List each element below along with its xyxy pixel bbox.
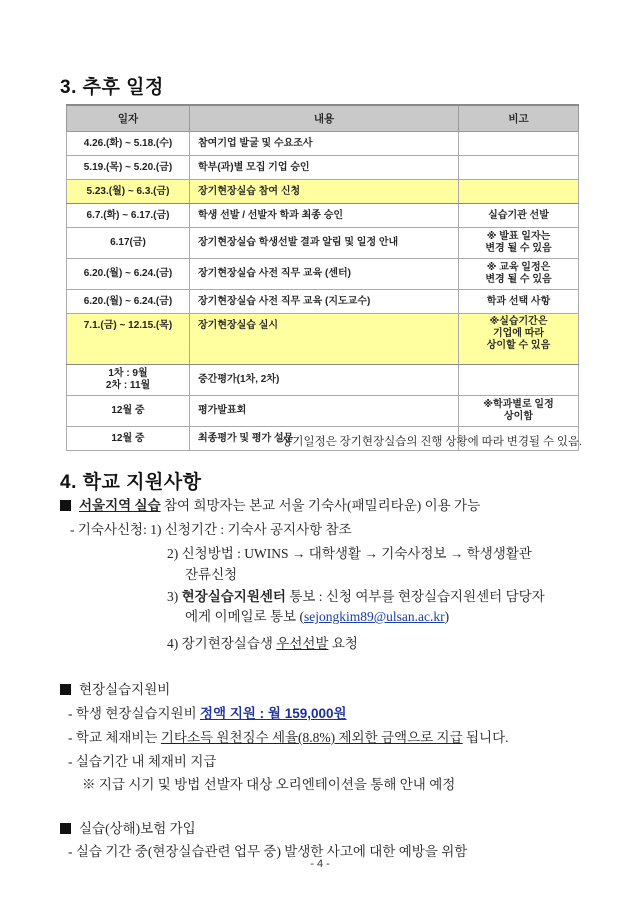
note-line: 변경 될 수 있음 xyxy=(485,243,552,254)
dorm-step-1: 1) 신청기간 : 기숙사 공지사항 참조 xyxy=(150,522,352,537)
step-3-email-pre: 에게 이메일로 통보 ( xyxy=(185,609,304,624)
note-line: ※ 교육 일정은 xyxy=(486,262,551,273)
schedule-table xyxy=(66,104,579,451)
row-note xyxy=(459,314,579,365)
table-row-highlighted xyxy=(67,314,579,365)
note-line: ※실습기간은 xyxy=(489,316,548,327)
section-3-title: 3. 추후 일정 xyxy=(60,77,164,98)
row-content: 장기현장실습 참여 신청 xyxy=(190,180,459,204)
step-3-email-post: ) xyxy=(444,609,450,624)
email-link[interactable]: sejongkim89@ulsan.ac.kr xyxy=(303,609,445,624)
note-line: 기업에 따라 xyxy=(492,328,545,339)
dorm-apply-label: - 기숙사신청: xyxy=(70,522,151,537)
square-bullet-icon xyxy=(60,823,71,834)
row-note xyxy=(459,156,579,180)
dorm-lead-text: 참여 희망자는 본교 서울 기숙사(패밀리타운) 이용 가능 xyxy=(160,498,481,513)
row-content: 장기현장실습 학생선발 결과 알림 및 일정 안내 xyxy=(190,228,459,259)
dorm-step-2: 2) 신청방법 : UWINS → 대학생활 → 기숙사정보 → 학생생활관 xyxy=(167,546,532,561)
seoul-practice-label: 서울지역 실습 xyxy=(79,498,161,513)
row-content: 장기현장실습 사전 직무 교육 (지도교수) xyxy=(190,290,459,314)
row-date xyxy=(67,365,190,396)
step-4-pre: 4) 장기현장실습생 xyxy=(167,636,277,651)
step-3-prefix: 3) xyxy=(167,589,182,604)
stipend-line-4: ※ 지급 시기 및 방법 선발자 대상 오리엔테이션을 통해 안내 예정 xyxy=(82,777,456,792)
row-date: 12월 중 xyxy=(67,396,190,427)
row-note xyxy=(459,396,579,427)
table-row xyxy=(67,228,579,259)
row-content: 장기현장실습 실시 xyxy=(190,314,459,365)
square-bullet-icon xyxy=(60,500,71,511)
column-header-date: 일자 xyxy=(67,105,190,132)
stipend-heading xyxy=(60,678,170,698)
stipend-line-3: - 실습기간 내 체재비 지급 xyxy=(68,754,217,769)
row-content: 최종평가 및 평가 설문 xyxy=(190,427,459,451)
stipend-line-2-pre: - 학교 체재비는 xyxy=(68,730,161,745)
row-note xyxy=(459,180,579,204)
table-row-highlighted xyxy=(67,180,579,204)
note-line: 상이할 수 있음 xyxy=(486,340,551,351)
section-4-title: 4. 학교 지원사항 xyxy=(60,472,202,493)
table-row xyxy=(67,156,579,180)
table-row xyxy=(67,365,579,396)
row-content: 참여기업 발굴 및 수요조사 xyxy=(190,132,459,156)
stipend-line-2 xyxy=(68,726,509,746)
table-row xyxy=(67,290,579,314)
dorm-apply-line xyxy=(70,518,352,538)
dorm-heading xyxy=(60,494,480,514)
row-date: 6.20.(월) ~ 6.24.(금) xyxy=(67,259,190,290)
column-header-content: 내용 xyxy=(190,105,459,132)
insurance-line-1: - 실습 기간 중(현장실습관련 업무 중) 발생한 사고에 대한 예방을 위함 xyxy=(68,844,468,859)
note-line: ※학과별로 일정 xyxy=(483,399,554,410)
row-content: 평가발표회 xyxy=(190,396,459,427)
row-content: 학부(과)별 모집 기업 승인 xyxy=(190,156,459,180)
stipend-line-2-post: 됩니다. xyxy=(462,730,509,745)
dorm-step-3 xyxy=(167,585,545,605)
dorm-step-4 xyxy=(167,632,358,652)
square-bullet-icon xyxy=(60,684,71,695)
tax-deduction-note: 기타소득 원천징수 세율(8.8%) 제외한 금액으로 지급 xyxy=(160,730,463,745)
insurance-heading xyxy=(60,817,196,837)
row-date: 6.20.(월) ~ 6.24.(금) xyxy=(67,290,190,314)
insurance-heading-text: 실습(상해)보험 가입 xyxy=(79,821,196,836)
note-line: ※ 발표 일자는 xyxy=(486,231,551,242)
table-row xyxy=(67,259,579,290)
column-header-note: 비고 xyxy=(459,105,579,132)
step-3-rest: 통보 : 신청 여부를 현장실습지원센터 담당자 xyxy=(285,589,545,604)
row-date: 7.1.(금) ~ 12.15.(목) xyxy=(67,314,190,365)
stipend-line-1 xyxy=(68,702,347,722)
row-note xyxy=(459,259,579,290)
row-note: 학과 선택 사항 xyxy=(459,290,579,314)
step-4-post: 요청 xyxy=(328,636,358,651)
schedule-footnote: -상기일정은 장기현장실습의 진행 상황에 따라 변경될 수 있음. xyxy=(277,436,582,448)
table-row xyxy=(67,132,579,156)
date-line: 1차 : 9월 xyxy=(108,368,148,379)
note-line: 변경 될 수 있음 xyxy=(485,274,552,285)
row-date: 6.7.(화) ~ 6.17.(금) xyxy=(67,204,190,228)
dorm-step-2-cont: 잔류신청 xyxy=(185,567,238,582)
row-note: 실습기관 선발 xyxy=(459,204,579,228)
row-date: 4.26.(화) ~ 5.18.(수) xyxy=(67,132,190,156)
stipend-amount: 정액 지원 : 월 159,000원 xyxy=(200,706,347,721)
row-date: 5.23.(월) ~ 6.3.(금) xyxy=(67,180,190,204)
row-content: 학생 선발 / 선발자 학과 최종 승인 xyxy=(190,204,459,228)
date-line: 2차 : 11월 xyxy=(105,380,151,391)
row-content: 장기현장실습 사전 직무 교육 (센터) xyxy=(190,259,459,290)
stipend-heading-text: 현장실습지원비 xyxy=(79,682,171,697)
step-3-center: 현장실습지원센터 xyxy=(181,589,286,604)
table-row xyxy=(67,204,579,228)
row-date: 12월 중 xyxy=(67,427,190,451)
row-content: 중간평가(1차, 2차) xyxy=(190,365,459,396)
table-row xyxy=(67,396,579,427)
stipend-line-1-pre: - 학생 현장실습지원비 xyxy=(68,706,200,721)
row-note xyxy=(459,228,579,259)
priority-selection: 우선선발 xyxy=(276,636,329,651)
row-note xyxy=(459,132,579,156)
page-number: - 4 - xyxy=(310,858,330,870)
table-header-row xyxy=(67,105,579,132)
row-date: 6.17(금) xyxy=(67,228,190,259)
note-line: 상이함 xyxy=(504,411,533,422)
row-note xyxy=(459,365,579,396)
row-date: 5.19.(목) ~ 5.20.(금) xyxy=(67,156,190,180)
dorm-step-3-cont xyxy=(185,605,449,625)
